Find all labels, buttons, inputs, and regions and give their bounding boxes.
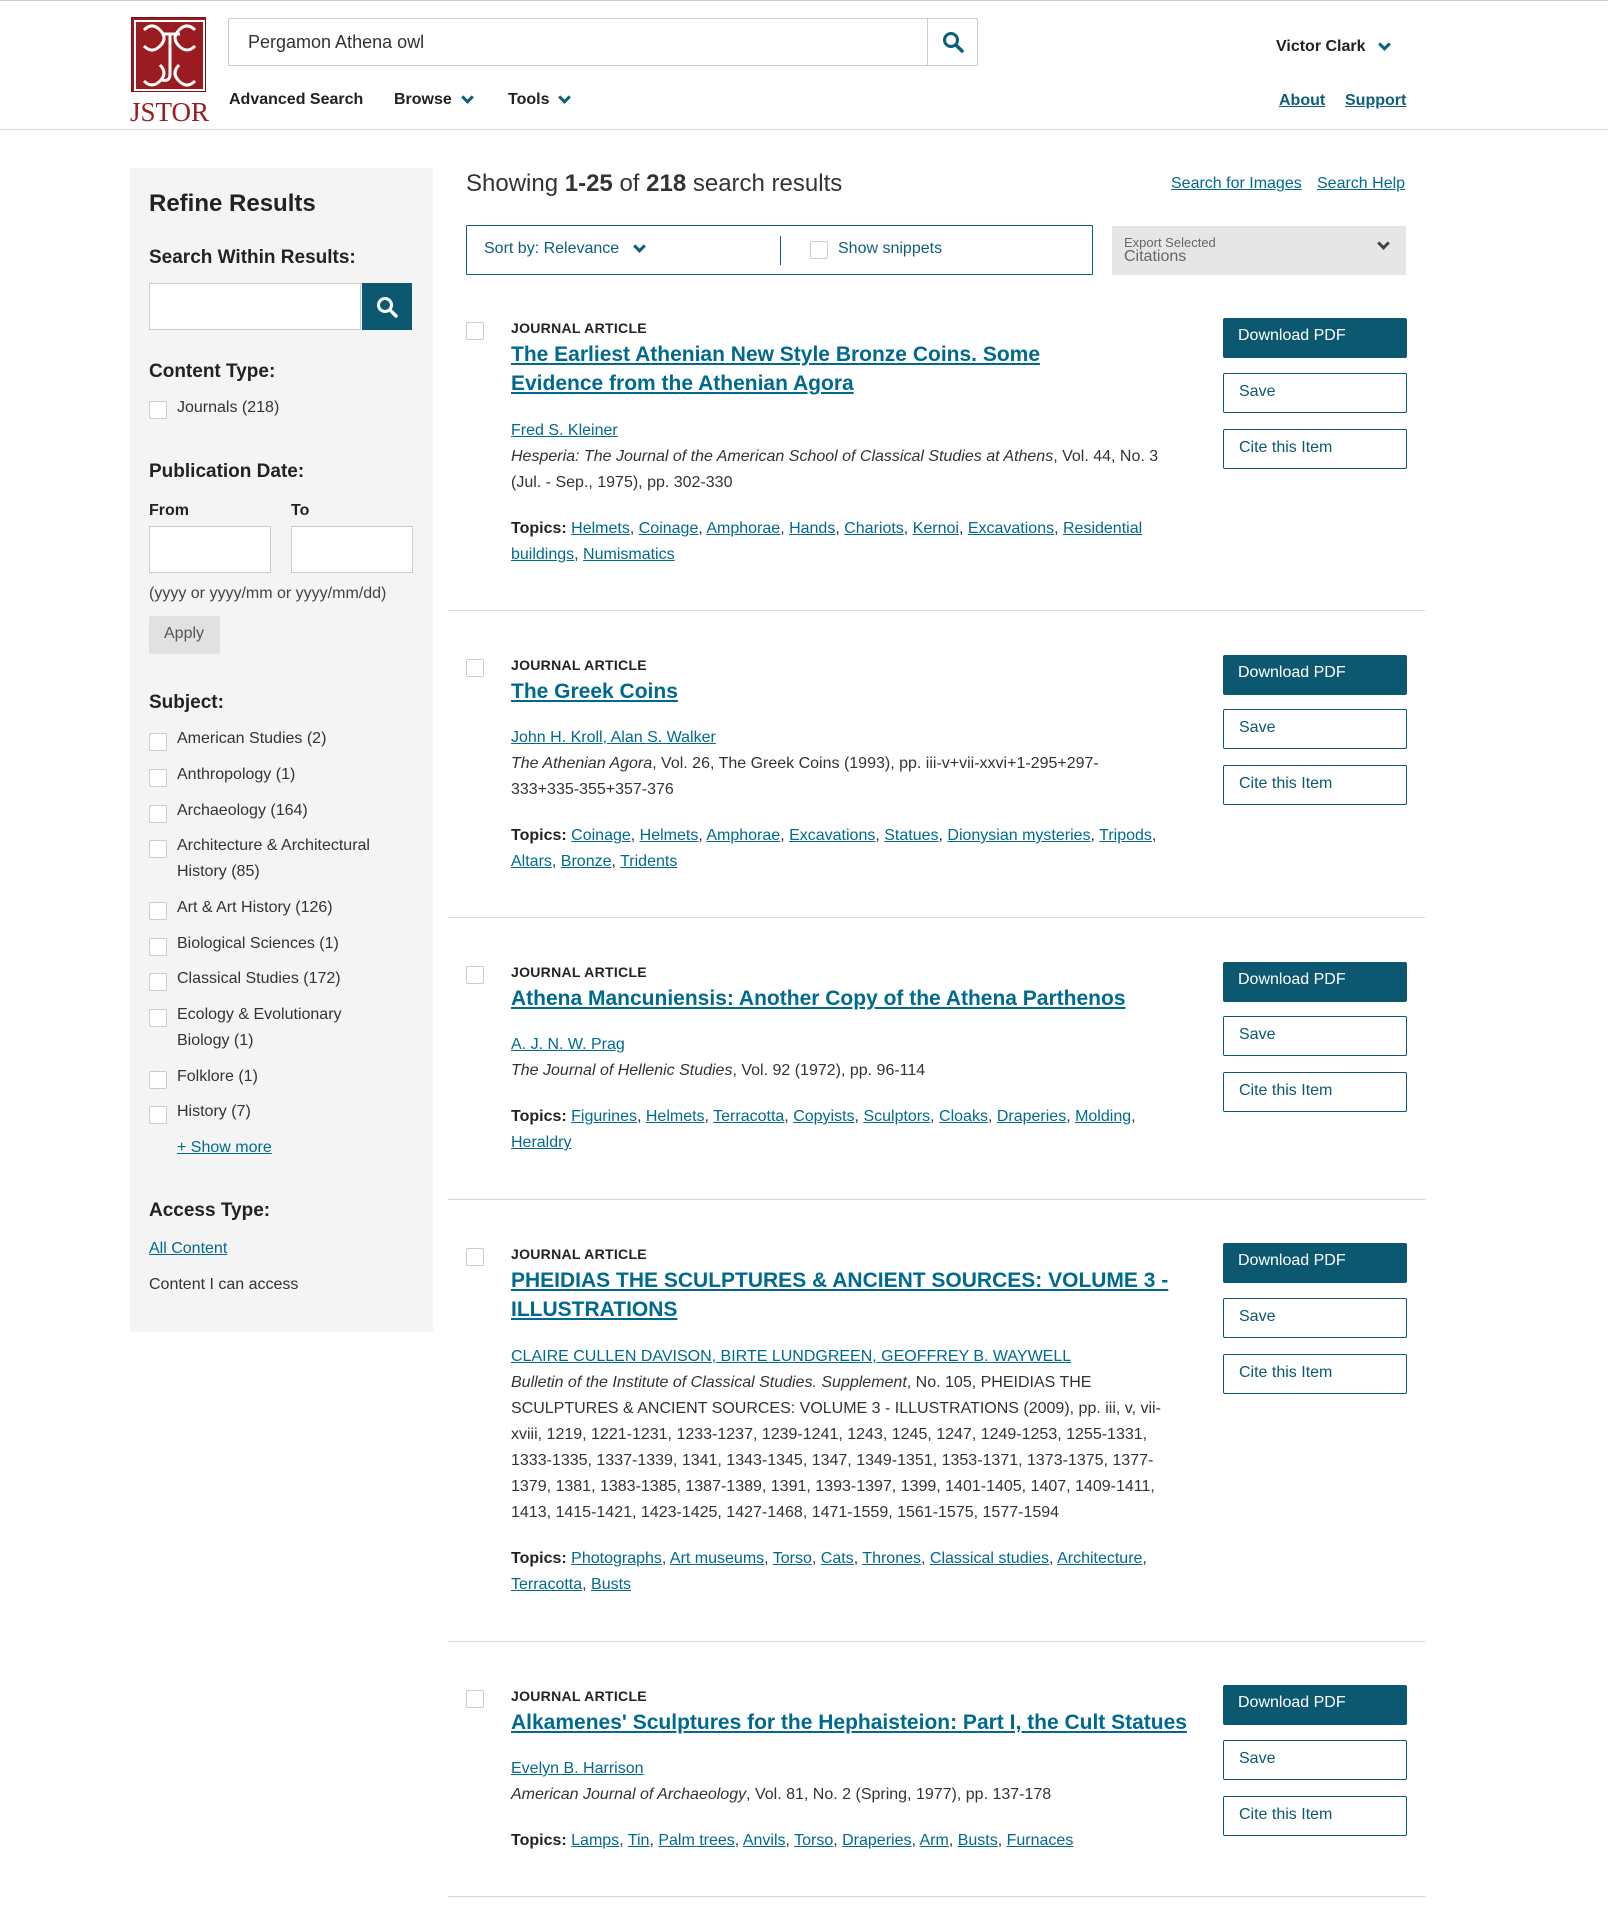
count-text: Showing xyxy=(466,170,565,197)
subject-checkbox[interactable] xyxy=(149,902,167,920)
cite-button[interactable]: Cite this Item xyxy=(1223,1354,1407,1394)
result-checkbox[interactable] xyxy=(466,322,484,340)
chevron-down-icon xyxy=(1377,237,1390,250)
topic-link[interactable]: Statues xyxy=(884,827,939,844)
authors: John H. Kroll, Alan S. Walker xyxy=(511,729,716,746)
to-date-input[interactable] xyxy=(291,526,413,573)
item-type: JOURNAL ARTICLE xyxy=(511,657,647,673)
topic-link[interactable]: Terracotta xyxy=(511,1576,583,1593)
nav-label: Tools xyxy=(508,91,550,108)
topic-link[interactable]: Helmets xyxy=(571,520,630,537)
subject-checkbox[interactable] xyxy=(149,840,167,858)
author-link[interactable]: CLAIRE CULLEN DAVISON xyxy=(511,1348,712,1365)
refine-sidebar xyxy=(130,168,433,1332)
topic-link[interactable]: Thrones xyxy=(862,1550,921,1567)
subject-option: Architecture & Architectural History (85) xyxy=(177,837,370,880)
subject-option: Classical Studies (172) xyxy=(177,970,341,987)
topic-link[interactable]: Residential buildings xyxy=(511,520,1143,563)
topic-link[interactable]: Lamps xyxy=(571,1832,620,1849)
to-label: To xyxy=(291,502,310,519)
author-link[interactable]: GEOFFREY B. WAYWELL xyxy=(881,1348,1072,1365)
result-title-link[interactable]: PHEIDIAS THE SCULPTURES & ANCIENT SOURCES: VOLUME 3 - ILLUSTRATIONS xyxy=(511,1269,1169,1321)
result-checkbox[interactable] xyxy=(466,966,484,984)
cite-button[interactable]: Cite this Item xyxy=(1223,765,1407,805)
access-type-label: Access Type: xyxy=(149,1200,271,1221)
nav-browse[interactable] xyxy=(394,91,472,109)
result-title-link[interactable]: Alkamenes' Sculptures for the Hephaisteion: Part I, the Cult Statues xyxy=(511,1711,1187,1734)
topic-link[interactable]: Helmets xyxy=(645,1108,705,1125)
subject-checkbox[interactable] xyxy=(149,1071,167,1089)
download-pdf-button[interactable]: Download PDF xyxy=(1223,1685,1407,1725)
search-input[interactable] xyxy=(229,19,926,65)
topics-label: Topics: xyxy=(511,1550,567,1567)
topic-link[interactable]: Cats xyxy=(820,1550,854,1567)
search-result xyxy=(448,1200,1425,1642)
show-more-link[interactable]: + Show more xyxy=(177,1139,272,1156)
journals-checkbox[interactable] xyxy=(149,401,167,419)
topics-label: Topics: xyxy=(511,827,567,844)
citation-details: , Vol. 92 (1972), pp. 96-114 xyxy=(732,1062,926,1079)
topic-link[interactable]: Cloaks xyxy=(939,1108,988,1125)
citation-details: , Vol. 81, No. 2 (Spring, 1977), pp. 137-178 xyxy=(746,1786,1052,1803)
result-checkbox[interactable] xyxy=(466,659,484,677)
topics-label: Topics: xyxy=(511,520,567,537)
search-button[interactable] xyxy=(927,19,977,65)
save-button[interactable]: Save xyxy=(1223,1298,1407,1338)
subject-option: American Studies (2) xyxy=(177,730,327,747)
subject-option: Folklore (1) xyxy=(177,1068,258,1085)
topic-link[interactable]: Bronze xyxy=(560,853,612,870)
topics-label: Topics: xyxy=(511,1108,567,1125)
chevron-down-icon xyxy=(559,91,572,104)
result-title-link[interactable]: The Greek Coins xyxy=(511,680,678,703)
citation xyxy=(511,1782,1171,1808)
topics: Topics: Lamps, Tin, Palm trees, Anvils, Torso, Draperies, Arm, Busts, Furnaces xyxy=(511,1832,1074,1849)
topic-link[interactable]: Palm trees xyxy=(658,1832,735,1849)
author-link[interactable]: A. J. N. W. Prag xyxy=(511,1036,625,1053)
cite-button[interactable]: Cite this Item xyxy=(1223,1796,1407,1836)
topic-link[interactable]: Arm xyxy=(919,1832,949,1849)
export-value: Citations xyxy=(1124,248,1187,265)
citation xyxy=(511,751,1136,803)
cite-button[interactable]: Cite this Item xyxy=(1223,429,1407,469)
save-button[interactable]: Save xyxy=(1223,709,1407,749)
journals-option: Journals (218) xyxy=(177,399,280,416)
item-type: JOURNAL ARTICLE xyxy=(511,1246,647,1262)
count-range: 1-25 xyxy=(564,170,613,197)
journal-name: The Athenian Agora xyxy=(511,755,653,772)
search-result xyxy=(448,1642,1425,1897)
refine-title: Refine Results xyxy=(149,190,316,217)
subject-checkbox[interactable] xyxy=(149,805,167,823)
citation-details: , Vol. 26, The Greek Coins (1993), pp. iii-v+vii-xxvi+1-295+297-333+335-355+357-376 xyxy=(511,755,1099,798)
search-for-images-link[interactable]: Search for Images xyxy=(1171,175,1302,192)
authors xyxy=(511,1032,625,1058)
count-total: 218 xyxy=(646,170,687,197)
author-link[interactable]: Evelyn B. Harrison xyxy=(511,1760,644,1777)
pub-date-label: Publication Date: xyxy=(149,461,305,482)
topic-link[interactable]: Amphorae xyxy=(706,827,781,844)
result-checkbox[interactable] xyxy=(466,1248,484,1266)
author-link[interactable]: BIRTE LUNDGREEN xyxy=(720,1348,873,1365)
author-link[interactable]: John H. Kroll xyxy=(511,729,603,746)
divider xyxy=(780,236,781,265)
show-snippets-checkbox[interactable] xyxy=(810,241,828,259)
topic-link[interactable]: Classical studies xyxy=(929,1550,1050,1567)
sort-toolbar xyxy=(466,225,1093,275)
search-result xyxy=(448,918,1425,1200)
content-type-label: Content Type: xyxy=(149,361,276,382)
topic-link[interactable]: Tridents xyxy=(620,853,678,870)
topic-link[interactable]: Coinage xyxy=(638,520,699,537)
author-link[interactable]: Alan S. Walker xyxy=(610,729,716,746)
subject-checkbox[interactable] xyxy=(149,733,167,751)
subject-label: Subject: xyxy=(149,692,224,713)
topic-link[interactable]: Busts xyxy=(957,1832,998,1849)
topic-link[interactable]: Terracotta xyxy=(713,1108,785,1125)
jstor-emblem-icon xyxy=(131,17,206,92)
export-citations-dropdown[interactable] xyxy=(1112,226,1406,275)
search-within-input[interactable] xyxy=(149,283,361,330)
user-menu[interactable] xyxy=(1276,38,1389,56)
topic-link[interactable]: Hands xyxy=(789,520,836,537)
show-snippets-label[interactable]: Show snippets xyxy=(838,240,943,257)
topic-link[interactable]: Kernoi xyxy=(912,520,959,537)
topic-link[interactable]: Architecture xyxy=(1057,1550,1143,1567)
nav-advanced-search[interactable] xyxy=(229,91,363,109)
topic-link[interactable]: Torso xyxy=(772,1550,812,1567)
main-search xyxy=(228,18,978,66)
citation xyxy=(511,1058,1171,1084)
search-result xyxy=(448,295,1425,611)
topic-link[interactable]: Amphorae xyxy=(706,520,781,537)
topic-link[interactable]: Busts xyxy=(591,1576,632,1593)
subject-option: Archaeology (164) xyxy=(177,802,308,819)
sort-dropdown[interactable] xyxy=(484,240,644,258)
cite-button[interactable]: Cite this Item xyxy=(1223,1072,1407,1112)
topic-link[interactable]: Torso xyxy=(794,1832,834,1849)
date-format-hint: (yyyy or yyyy/mm or yyyy/mm/dd) xyxy=(149,585,387,602)
authors xyxy=(511,418,618,444)
search-within-button[interactable] xyxy=(362,283,412,330)
topic-link[interactable]: Tripods xyxy=(1099,827,1152,844)
journal-name: American Journal of Archaeology xyxy=(511,1786,747,1803)
download-pdf-button[interactable]: Download PDF xyxy=(1223,655,1407,695)
topic-link[interactable]: Chariots xyxy=(844,520,904,537)
result-checkbox[interactable] xyxy=(466,1690,484,1708)
topic-link[interactable]: Helmets xyxy=(639,827,699,844)
all-content-link[interactable]: All Content xyxy=(149,1240,228,1257)
subject-option: Art & Art History (126) xyxy=(177,899,333,916)
jstor-wordmark: JSTOR xyxy=(130,97,210,127)
topic-link[interactable]: Heraldry xyxy=(511,1134,572,1151)
search-icon xyxy=(942,31,964,53)
subject-option: History (7) xyxy=(177,1103,251,1120)
result-title-link[interactable]: The Earliest Athenian New Style Bronze Coins. Some Evidence from the Athenian Agora xyxy=(511,343,1041,395)
jstor-logo[interactable] xyxy=(130,17,210,129)
support-link[interactable]: Support xyxy=(1345,92,1407,109)
subject-checkbox[interactable] xyxy=(149,938,167,956)
search-help-link[interactable]: Search Help xyxy=(1317,175,1406,192)
search-icon xyxy=(376,296,398,318)
item-type: JOURNAL ARTICLE xyxy=(511,964,647,980)
chevron-down-icon xyxy=(633,240,646,253)
subject-option: Biological Sciences (1) xyxy=(177,935,339,952)
topic-link[interactable]: Molding xyxy=(1075,1108,1132,1125)
topic-link[interactable]: Figurines xyxy=(571,1108,637,1125)
subject-option: Ecology & Evolutionary Biology (1) xyxy=(177,1006,342,1049)
item-type: JOURNAL ARTICLE xyxy=(511,1688,647,1704)
authors xyxy=(511,1756,644,1782)
subject-checkbox[interactable] xyxy=(149,769,167,787)
search-within-label: Search Within Results: xyxy=(149,247,356,268)
subject-checkbox[interactable] xyxy=(149,1106,167,1124)
subject-checkbox[interactable] xyxy=(149,973,167,991)
topic-link[interactable]: Draperies xyxy=(842,1832,912,1849)
save-button[interactable]: Save xyxy=(1223,373,1407,413)
topics: Topics: Figurines, Helmets, Terracotta, Copyists, Sculptors, Cloaks, Draperies, Molding, Heraldry xyxy=(511,1108,1136,1151)
count-text: of xyxy=(612,170,647,197)
chevron-down-icon xyxy=(461,91,474,104)
authors: CLAIRE CULLEN DAVISON, BIRTE LUNDGREEN, GEOFFREY B. WAYWELL xyxy=(511,1348,1072,1365)
chevron-down-icon xyxy=(1378,38,1391,51)
topic-link[interactable]: Furnaces xyxy=(1006,1832,1074,1849)
topic-link[interactable]: Numismatics xyxy=(583,546,675,563)
nav-tools[interactable] xyxy=(508,91,569,109)
from-date-input[interactable] xyxy=(149,526,271,573)
subject-checkbox[interactable] xyxy=(149,1009,167,1027)
topics: Topics: Coinage, Helmets, Amphorae, Excavations, Statues, Dionysian mysteries, Tripods, Altars, Bronze, Tridents xyxy=(511,827,1157,870)
topics: Topics: Helmets, Coinage, Amphorae, Hands, Chariots, Kernoi, Excavations, Residential buildings, Numismatics xyxy=(511,520,1143,563)
user-name: Victor Clark xyxy=(1276,38,1366,55)
citation xyxy=(511,444,1161,496)
citation-details: , Vol. 44, No. 3 (Jul. - Sep., 1975), pp. 302-330 xyxy=(511,448,1159,491)
header xyxy=(0,5,1608,130)
count-text: search results xyxy=(686,170,843,197)
topic-link[interactable]: Draperies xyxy=(996,1108,1067,1125)
about-link[interactable]: About xyxy=(1279,92,1326,109)
topic-link[interactable]: Copyists xyxy=(793,1108,855,1125)
download-pdf-button[interactable]: Download PDF xyxy=(1223,962,1407,1002)
save-button[interactable]: Save xyxy=(1223,1740,1407,1780)
topic-link[interactable]: Tin xyxy=(627,1832,650,1849)
topic-link[interactable]: Dionysian mysteries xyxy=(947,827,1091,844)
citation xyxy=(511,1370,1181,1526)
nav-label: Browse xyxy=(394,91,452,108)
save-button[interactable]: Save xyxy=(1223,1016,1407,1056)
content-i-can-access[interactable]: Content I can access xyxy=(149,1276,299,1293)
author-link[interactable]: Fred S. Kleiner xyxy=(511,422,618,439)
topics-label: Topics: xyxy=(511,1832,567,1849)
citation-details: , No. 105, PHEIDIAS THE SCULPTURES & ANCIENT SOURCES: VOLUME 3 - ILLUSTRATIONS (2009), pp. iii, v, vii-xviii, 1219, 1221-1231, 1233-1237, 1239-1241, 1243, 1245, 1247, 1249-1253, 1255-1331, 1333-1335, 1337-1339, 1341, 1343-1345, 1347, 1349-1351, 1353-1371, 1373-1375, 1377-1379, 1381, 1383-1385, 1387-1389, 1391, 1393-1397, 1399, 1401-1405, 1407, 1409-1411, 1413, 1415-1421, 1423-1425, 1427-1468, 1471-1559, 1561-1575, 1577-1594 xyxy=(511,1374,1161,1521)
item-type: JOURNAL ARTICLE xyxy=(511,320,647,336)
sort-label: Sort by: Relevance xyxy=(484,240,620,257)
download-pdf-button[interactable]: Download PDF xyxy=(1223,318,1407,358)
download-pdf-button[interactable]: Download PDF xyxy=(1223,1243,1407,1283)
subject-option: Anthropology (1) xyxy=(177,766,296,783)
from-label: From xyxy=(149,502,189,519)
topics: Topics: Photographs, Art museums, Torso, Cats, Thrones, Classical studies, Architecture, Terracotta, Busts xyxy=(511,1550,1147,1593)
journal-name: The Journal of Hellenic Studies xyxy=(511,1062,733,1079)
topic-link[interactable]: Anvils xyxy=(742,1832,786,1849)
topic-link[interactable]: Excavations xyxy=(967,520,1055,537)
topic-link[interactable]: Photographs xyxy=(571,1550,662,1567)
topic-link[interactable]: Art museums xyxy=(669,1550,765,1567)
export-label: Export Selected xyxy=(1124,235,1216,250)
topic-link[interactable]: Sculptors xyxy=(863,1108,931,1125)
result-title-link[interactable]: Athena Mancuniensis: Another Copy of the Athena Parthenos xyxy=(511,987,1126,1010)
topic-link[interactable]: Altars xyxy=(511,853,552,870)
results-count xyxy=(466,170,842,198)
topic-link[interactable]: Coinage xyxy=(571,827,631,844)
journal-name: Bulletin of the Institute of Classical Studies. Supplement xyxy=(511,1374,907,1391)
topic-link[interactable]: Excavations xyxy=(789,827,876,844)
journal-name: Hesperia: The Journal of the American School of Classical Studies at Athens xyxy=(511,448,1054,465)
search-result xyxy=(448,611,1425,918)
nav-label: Advanced Search xyxy=(229,91,364,108)
apply-button[interactable]: Apply xyxy=(149,616,220,654)
